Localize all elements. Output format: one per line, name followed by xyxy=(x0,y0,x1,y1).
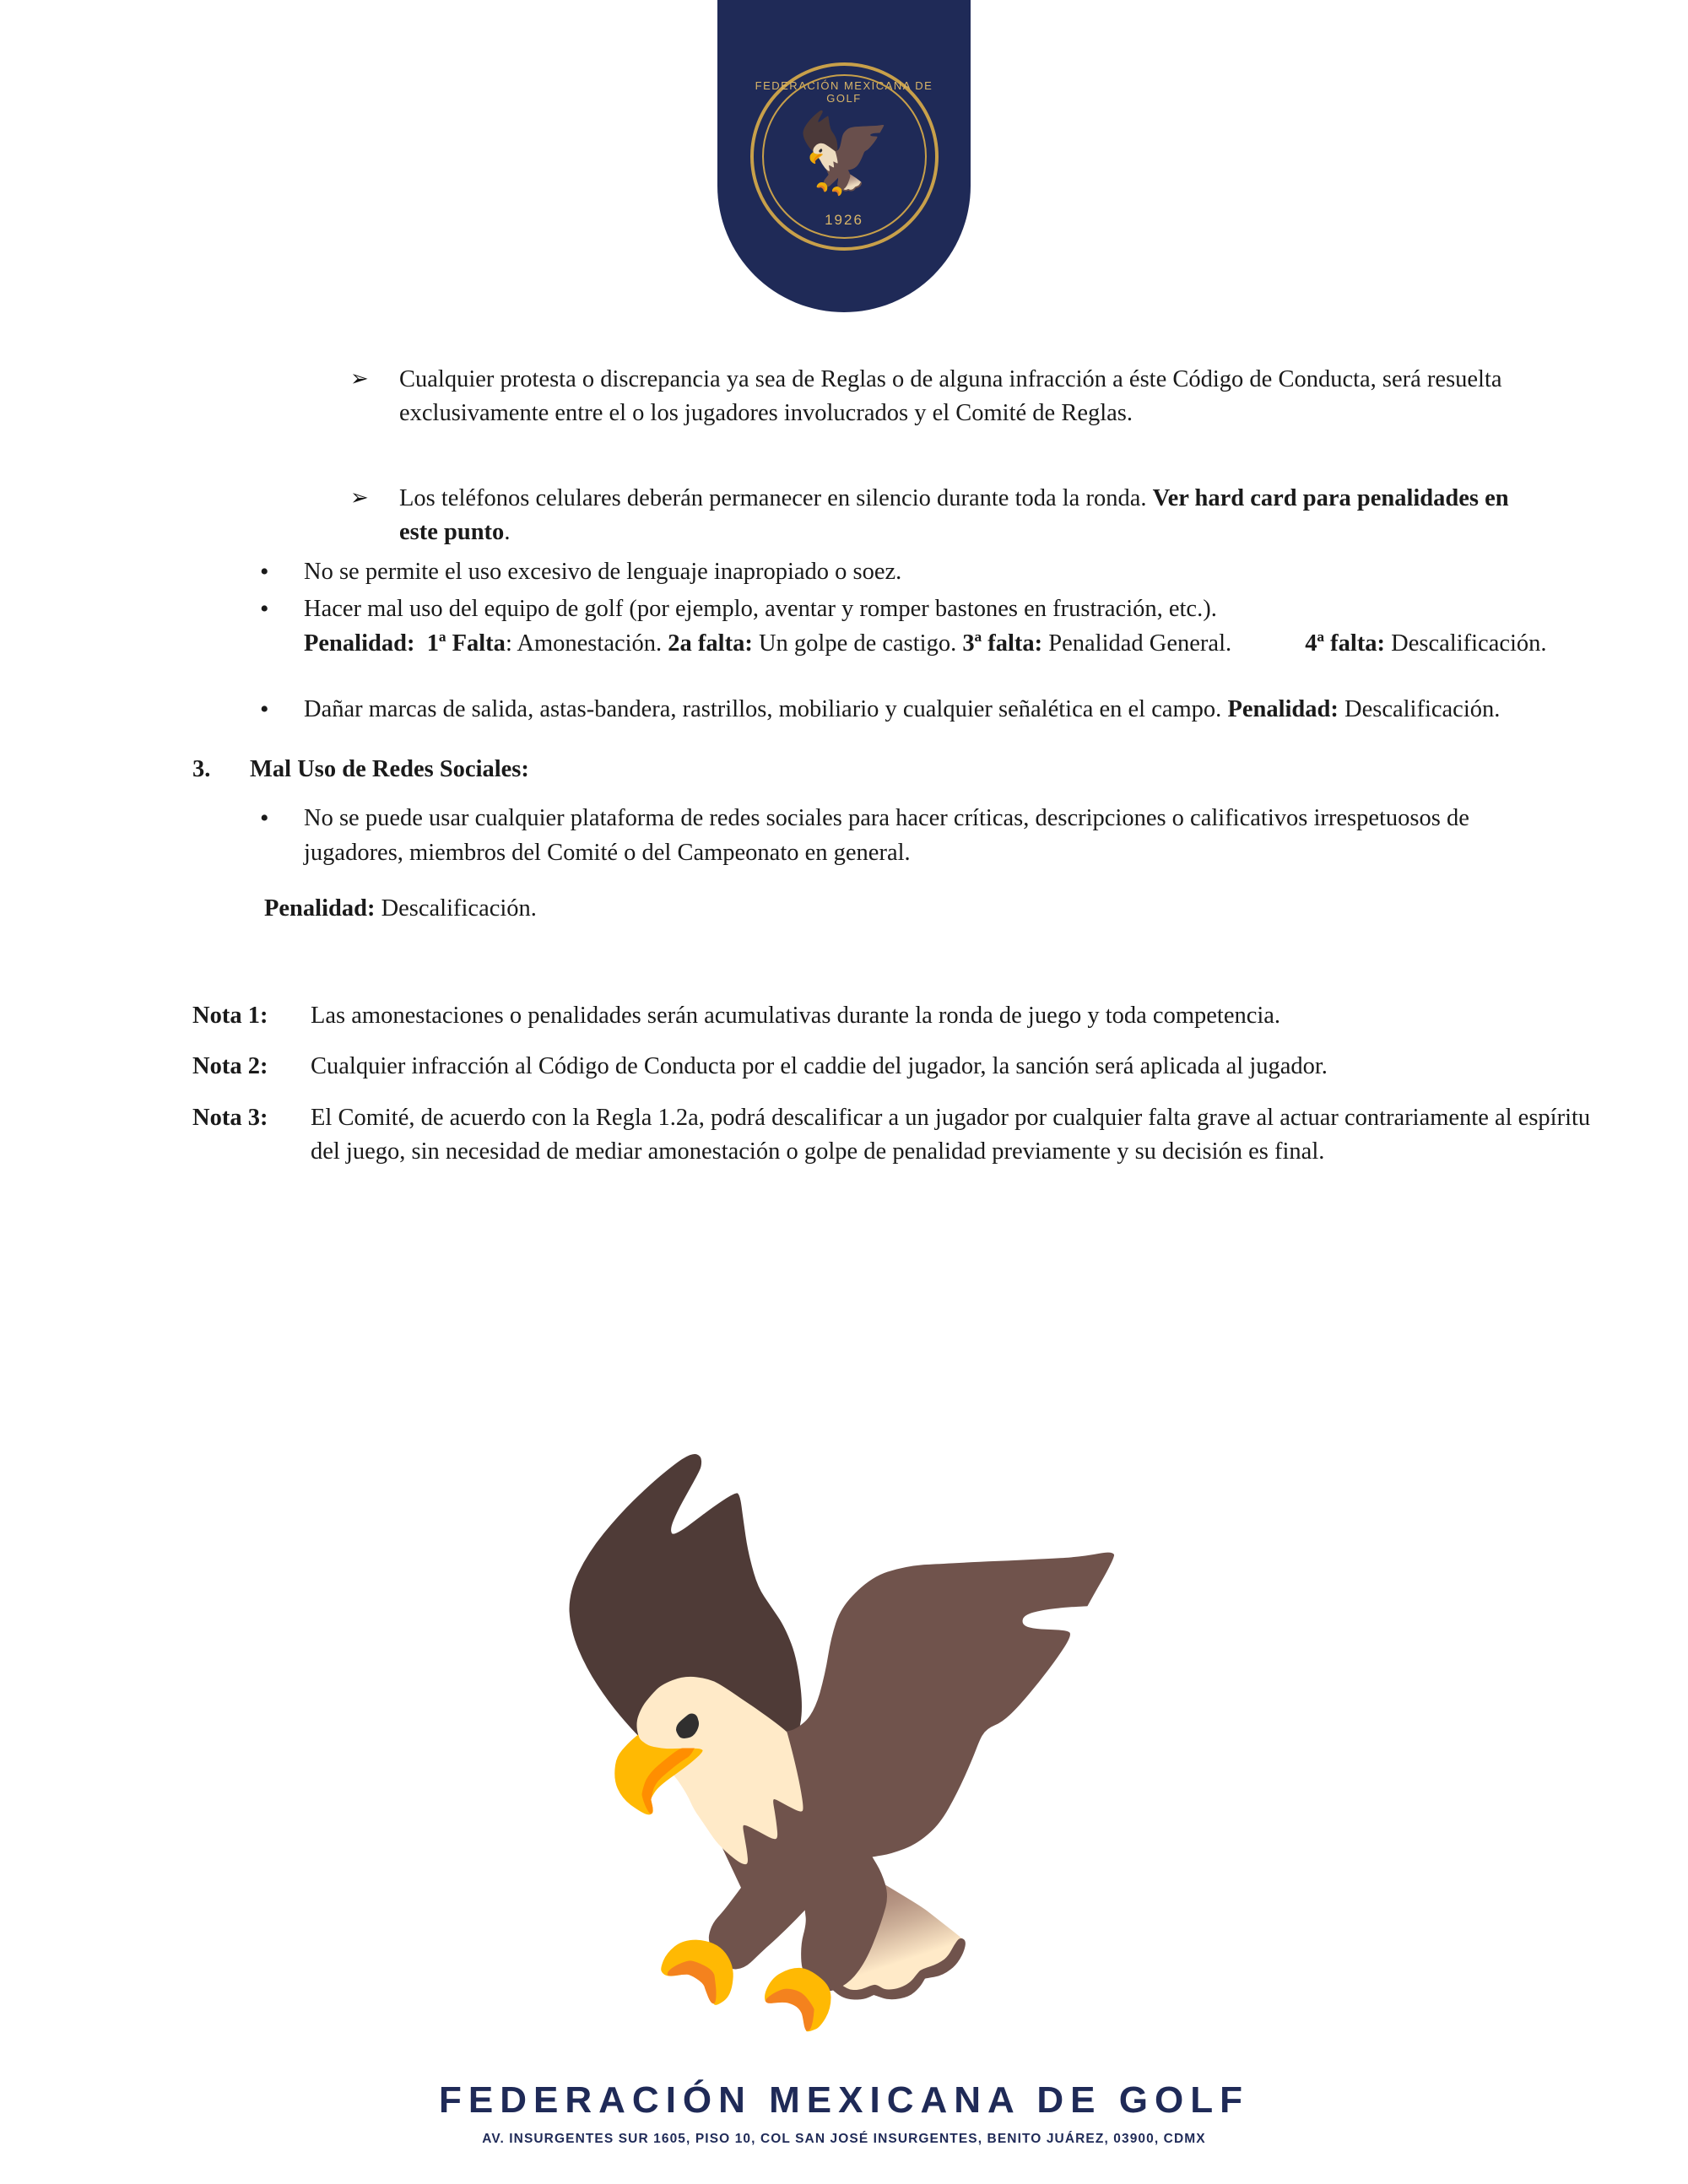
bullet-list-item xyxy=(253,693,1570,731)
penalty-first-value: : Amonestación. xyxy=(505,630,668,657)
penalty-label: Penalidad: xyxy=(1227,696,1339,723)
arrow-item-text: Cualquier protesta o discrepancia ya sea de Reglas o de alguna infracción a éste Código de Conducta, será resuelta exclusivamente entre el o los jugadores involucrados y el Comité de Reglas. xyxy=(399,366,1502,427)
bullet-list-item xyxy=(253,555,1570,593)
bullet-text xyxy=(304,693,1570,727)
equipment-misuse-text: Hacer mal uso del equipo de golf (por ejemplo, aventar y romper bastones en frustración, etc.). xyxy=(304,596,1217,623)
note-label: Nota 2: xyxy=(192,1053,268,1080)
penalty-second-label: 2a falta: xyxy=(668,630,753,657)
penalty-third-value: Penalidad General. xyxy=(1042,630,1238,657)
penalty-fourth-label: 4ª falta: xyxy=(1305,630,1386,657)
crest-ring-text: FEDERACIÓN MEXICANA DE GOLF xyxy=(755,78,933,105)
eagle-icon: 🦅 xyxy=(795,111,893,197)
watermark-eagle-icon: 🦅 xyxy=(518,1457,1170,2036)
note-text: Las amonestaciones o penalidades serán acumulativas durante la ronda de juego y toda competencia. xyxy=(311,1002,1281,1029)
phone-rule-text: Los teléfonos celulares deberán permanecer en silencio durante toda la ronda. xyxy=(399,484,1153,511)
arrow-bullet-icon: ➢ xyxy=(350,484,369,510)
header-crest-area xyxy=(0,0,1688,321)
arrow-item-text xyxy=(399,482,1549,550)
bullet-list-item xyxy=(253,802,1570,873)
arrow-list-item xyxy=(350,482,1549,555)
footer-title: FEDERACIÓN MEXICANA DE GOLF xyxy=(439,2079,1249,2121)
note-text: Cualquier infracción al Código de Conducta por el caddie del jugador, la sanción será aplicada al jugador. xyxy=(311,1053,1328,1080)
penalty-third-label: 3ª falta: xyxy=(962,630,1043,657)
penalty-second-value: Un golpe de castigo. xyxy=(752,630,963,657)
bullet-text: No se permite el uso excesivo de lenguaje inapropiado o soez. xyxy=(304,558,902,585)
penalty-label: Penalidad: xyxy=(304,630,415,657)
note-item xyxy=(192,1101,1593,1187)
penalty-fourth-value: Descalificación. xyxy=(1385,630,1547,657)
penalty-continuation xyxy=(1305,630,1546,657)
footer-address: AV. INSURGENTES SUR 1605, PISO 10, COL SAN JOSÉ INSURGENTES, BENITO JUÁREZ, 03900, CDMX xyxy=(482,2132,1206,2146)
phone-rule-tail: . xyxy=(504,519,511,546)
crest-seal xyxy=(750,62,939,251)
phone-rule-bold: Ver hard card para penalidades en este punto xyxy=(399,484,1509,546)
note-label: Nota 1: xyxy=(192,1002,268,1029)
social-media-rule-text: No se puede usar cualquier plataforma de redes sociales para hacer críticas, descripciones o calificativos irrespetuosos de jugadores, miembros del Comité o del Campeonato en general. xyxy=(304,805,1469,866)
bullet-icon: • xyxy=(260,595,269,624)
section-title: Mal Uso de Redes Sociales: xyxy=(250,755,529,782)
document-body xyxy=(0,363,1688,1187)
bullet-icon: • xyxy=(260,557,269,586)
penalty-first-label: 1ª Falta xyxy=(426,630,506,657)
section-heading xyxy=(192,731,1577,787)
federation-crest xyxy=(717,0,971,312)
arrow-bullet-icon: ➢ xyxy=(350,365,369,391)
section-penalty-line xyxy=(264,873,1688,926)
penalty-label: Penalidad: xyxy=(264,895,376,922)
page-footer xyxy=(0,2079,1688,2147)
arrow-list-item xyxy=(350,363,1549,436)
bullet-icon: • xyxy=(260,804,269,833)
penalty-value: Descalificación. xyxy=(1338,696,1501,723)
note-item xyxy=(192,999,1593,1050)
note-label: Nota 3: xyxy=(192,1104,268,1131)
note-item xyxy=(192,1050,1593,1100)
penalty-value: Descalificación. xyxy=(375,895,537,922)
crest-year: 1926 xyxy=(825,211,863,228)
damage-rule-text: Dañar marcas de salida, astas-bandera, rastrillos, mobiliario y cualquier señalética en el campo. xyxy=(304,696,1228,723)
bullet-icon: • xyxy=(260,695,269,724)
bullet-list-item xyxy=(253,592,1570,664)
bullet-text xyxy=(304,592,1570,661)
section-number: 3. xyxy=(192,755,211,782)
note-text: El Comité, de acuerdo con la Regla 1.2a, podrá descalificar a un jugador por cualquier falta grave al actuar contrariamente al espíritu del juego, sin necesidad de mediar amonestación o golpe de penalidad previamente y su decisión es final. xyxy=(311,1104,1591,1165)
